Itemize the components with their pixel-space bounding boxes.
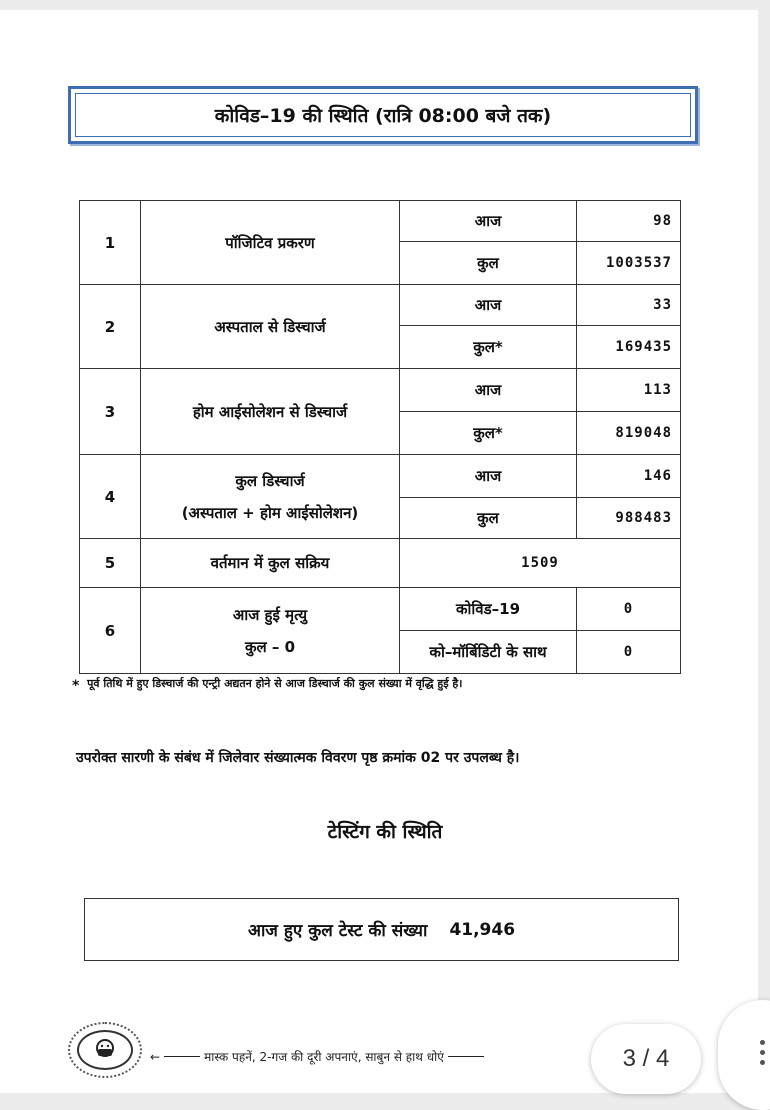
page-indicator[interactable]: 3 / 4	[591, 1024, 701, 1094]
sub-label: आज	[400, 285, 577, 326]
sub-label: कुल*	[400, 326, 577, 369]
sub-value: 819048	[577, 412, 681, 455]
active-value: 1509	[400, 539, 681, 588]
sub-value: 33	[577, 285, 681, 326]
footnote-text: पूर्व तिथि में हुए डिस्चार्ज की एन्ट्री अद्यतन होने से आज डिस्चार्ज की कुल संख्या में वृद्धि हुई है।	[87, 677, 463, 690]
footnote	[72, 676, 462, 694]
sub-label: कुल	[400, 498, 577, 539]
slogan-text: मास्क पहनें, 2-गज की दूरी अपनाएं, साबुन से हाथ धोएं	[204, 1050, 444, 1064]
sub-label: को–मॉर्बिडिटी के साथ	[400, 631, 577, 674]
sub-value: 988483	[577, 498, 681, 539]
sub-value: 1003537	[577, 242, 681, 285]
info-paragraph: उपरोक्त सारणी के संबंध में जिलेवार संख्यात्मक विवरण पृष्ठ क्रमांक 02 पर उपलब्ध है।	[76, 750, 520, 766]
row-label: पॉजिटिव प्रकरण	[141, 201, 400, 285]
row-label	[141, 588, 400, 674]
row-label: वर्तमान में कुल सक्रिय	[141, 539, 400, 588]
table-row	[80, 285, 681, 326]
testing-title: टेस्टिंग की स्थिति	[327, 821, 443, 843]
sub-label: कुल*	[400, 412, 577, 455]
page-title: कोविड–19 की स्थिति (रात्रि 08:00 बजे तक)	[75, 93, 691, 137]
row-number: 3	[80, 369, 141, 455]
sub-value: 113	[577, 369, 681, 412]
table-row	[80, 539, 681, 588]
sub-value: 0	[577, 631, 681, 674]
mask-logo	[68, 1022, 142, 1078]
more-vert-icon[interactable]	[760, 1040, 770, 1065]
table-row	[80, 455, 681, 498]
sub-value: 98	[577, 201, 681, 242]
table-row	[80, 588, 681, 631]
row-label: अस्पताल से डिस्चार्ज	[141, 285, 400, 369]
table-row	[80, 201, 681, 242]
mask-face-icon	[77, 1030, 133, 1070]
testing-label: आज हुए कुल टेस्ट की संख्या	[247, 921, 428, 941]
row-label-line2: कुल – 0	[244, 637, 296, 656]
sub-value: 0	[577, 588, 681, 631]
row-number: 2	[80, 285, 141, 369]
row-label: होम आईसोलेशन से डिस्चार्ज	[141, 369, 400, 455]
row-number: 6	[80, 588, 141, 674]
sub-label: आज	[400, 201, 577, 242]
footnote-star: *	[72, 678, 80, 694]
row-label-line1: कुल डिस्चार्ज	[235, 471, 305, 490]
row-number: 5	[80, 539, 141, 588]
row-label-line2: (अस्पताल + होम आईसोलेशन)	[181, 503, 359, 522]
row-label-line1: आज हुई मृत्यु	[232, 605, 308, 624]
sub-value: 146	[577, 455, 681, 498]
sub-label: कुल	[400, 242, 577, 285]
row-number: 4	[80, 455, 141, 539]
title-box	[68, 86, 698, 144]
sub-value: 169435	[577, 326, 681, 369]
table-row	[80, 369, 681, 412]
covid-status-table	[79, 200, 681, 674]
sub-label: आज	[400, 369, 577, 412]
row-number: 1	[80, 201, 141, 285]
testing-box	[84, 898, 679, 961]
testing-value: 41,946	[449, 919, 516, 940]
sub-label: आज	[400, 455, 577, 498]
row-label	[141, 455, 400, 539]
sub-label: कोविड–19	[400, 588, 577, 631]
arrow-left-icon: ←	[150, 1049, 161, 1064]
footer-slogan	[150, 1048, 484, 1065]
